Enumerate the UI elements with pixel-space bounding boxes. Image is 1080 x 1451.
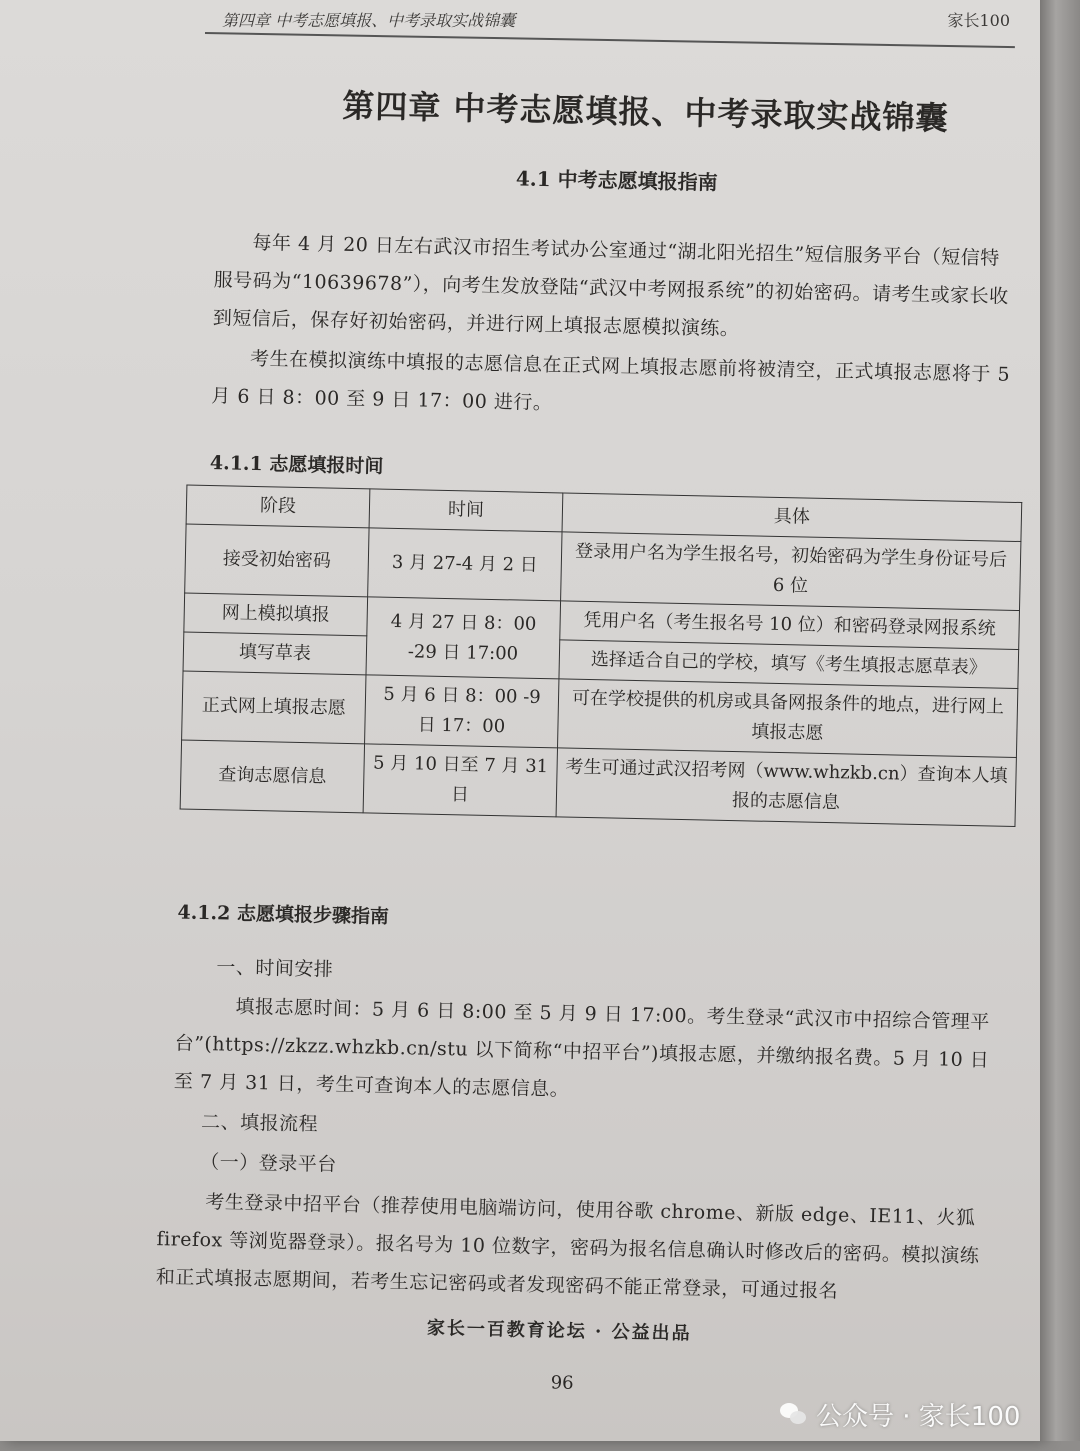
watermark <box>780 1396 1020 1433</box>
steps-paragraph-2: 考生登录中招平台（推荐使用电脑端访问，使用谷歌 chrome、新版 edge、IE11、火狐 firefox 等浏览器登录）。报名号为 10 位数字，密码为报名信息确认时修改后的密码。模拟演练和正式填报志愿期间，若考生忘记密码或者发现密码不能正常登录，可通过报名 <box>155 1191 980 1303</box>
watermark-text: 公众号 · 家长100 <box>816 1402 1021 1432</box>
cell-time: 4 月 27 日 8：00 -29 日 17:00 <box>366 597 561 679</box>
section-title: 4.1 中考志愿填报指南 <box>515 166 718 195</box>
page-number: 96 <box>550 1372 574 1394</box>
header-detail: 具体 <box>562 493 1022 542</box>
intro-paragraph-1: 每年 4 月 20 日左右武汉市招生考试办公室通过“湖北阳光招生”短信服务平台（短信特服号码为“10639678”），向考生发放登陆“武汉中考网报系统”的初始密码。请考生或家长收到短信后，保存好初始密码，并进行网上填报志愿模拟演练。 <box>212 231 1009 341</box>
cell-stage: 查询志愿信息 <box>180 740 364 813</box>
wechat-icon <box>780 1403 808 1427</box>
cell-detail: 登录用户名为学生报名号，初始密码为学生身份证号后 6 位 <box>561 532 1021 611</box>
cell-detail: 选择适合自己的学校，填写《考生填报志愿草表》 <box>559 640 1019 689</box>
schedule-table <box>180 485 1023 827</box>
header-stage: 阶段 <box>186 485 370 528</box>
cell-time: 5 月 10 日至 7 月 31 日 <box>363 744 557 817</box>
steps-paragraph-1: 填报志愿时间：5 月 6 日 8:00 至 5 月 9 日 17:00。考生登录“武汉市中招综合管理平台”(https://zkzz.whzkb.cn/stu 以下简称“中招平台”)填报志愿，并缴纳报名费。5 月 10 日至 7 月 31 日，考生可查询本人的志愿信息。 <box>173 995 990 1101</box>
cell-time: 5 月 6 日 8：00 -9 日 17：00 <box>365 675 559 748</box>
subsection-title-steps: 4.1.2 志愿填报步骤指南 <box>177 901 390 928</box>
subsection-title-schedule: 4.1.1 志愿填报时间 <box>209 452 384 478</box>
steps-heading-3: （一）登录平台 <box>200 1150 337 1176</box>
chapter-title: 第四章 中考志愿填报、中考录取实战锦囊 <box>342 86 949 138</box>
cell-detail: 可在学校提供的机房或具备网报条件的地点，进行网上填报志愿 <box>558 679 1018 758</box>
cell-detail: 考生可通过武汉招考网（www.whzkb.cn）查询本人填报的志愿信息 <box>556 748 1016 827</box>
cell-stage: 正式网上填报志愿 <box>182 671 366 744</box>
cell-detail: 凭用户名（考生报名号 10 位）和密码登录网报系统 <box>560 601 1020 650</box>
running-header-right: 家长100 <box>947 11 1010 30</box>
page-footer-text: 家长一百教育论坛 · 公益出品 <box>426 1317 692 1345</box>
header-time: 时间 <box>369 489 563 532</box>
cell-time: 3 月 27-4 月 2 日 <box>368 528 562 601</box>
book-spine <box>1040 0 1080 1441</box>
cell-stage: 填写草表 <box>183 632 367 675</box>
steps-heading-1: 一、时间安排 <box>216 956 334 981</box>
steps-heading-2: 二、填报流程 <box>200 1110 319 1136</box>
cell-stage: 网上模拟填报 <box>184 593 368 636</box>
running-header-title: 第四章 中考志愿填报、中考录取实战锦囊 <box>222 11 516 30</box>
intro-paragraph-2: 考生在模拟演练中填报的志愿信息在正式网上填报志愿前将被清空，正式填报志愿将于 5 月 6 日 8：00 至 9 日 17：00 进行。 <box>211 347 1011 415</box>
cell-stage: 接受初始密码 <box>185 524 369 597</box>
